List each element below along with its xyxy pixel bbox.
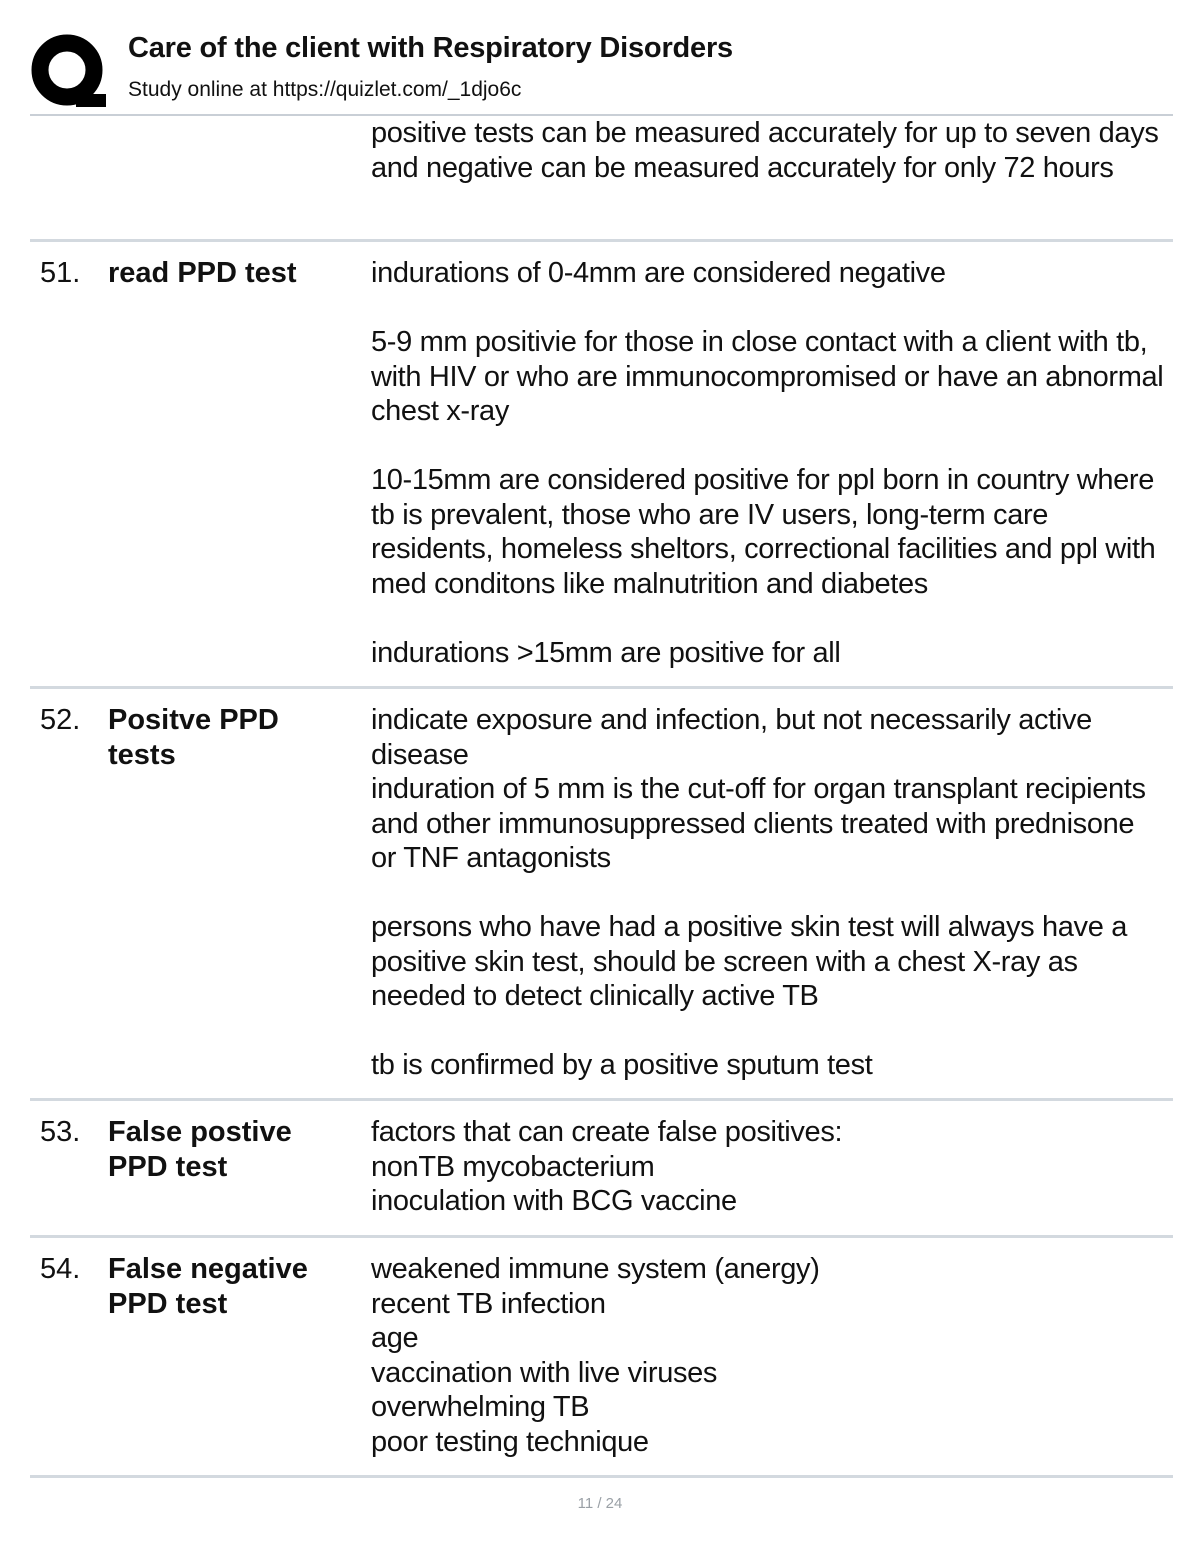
card-term: False postive PPD test: [108, 1116, 292, 1183]
card-definition: positive tests can be measured accurately for up to seven days and negative can be measured accurately for only 72 hours: [371, 117, 1159, 184]
card-number: 53.: [40, 1116, 81, 1148]
card-definition: indicate exposure and infection, but not necessarily active disease induration of 5 mm is the cut-off for organ transplant recipients and other immunosuppressed clients treated with prednisone or TNF antagonists persons who have had a positive skin test will always have a positive skin test, should be screen with a chest X-ray as needed to detect clinically active TB tb is confirmed by a positive sputum test: [371, 704, 1146, 1081]
flashcard-row: [30, 689, 1173, 1101]
card-definition: factors that can create false positives: nonTB mycobacterium inoculation with BCG vaccine: [371, 1116, 843, 1217]
card-term: Positve PPD tests: [108, 704, 279, 771]
card-term: read PPD test: [108, 257, 297, 289]
flashcard-row: [30, 1238, 1173, 1478]
quizlet-q-logo-icon: [30, 32, 108, 110]
card-number: 52.: [40, 704, 81, 736]
flashcard-list: [30, 114, 1173, 1478]
card-term: False negative PPD test: [108, 1253, 308, 1320]
flashcard-row: [30, 1101, 1173, 1238]
flashcard-row: [30, 242, 1173, 689]
page-number: 11 / 24: [577, 1495, 623, 1512]
page-title: Care of the client with Respiratory Disorders: [128, 32, 733, 64]
page-header: [30, 30, 1173, 116]
card-definition: weakened immune system (anergy) recent TB infection age vaccination with live viruses overwhelming TB poor testing technique: [371, 1253, 820, 1458]
card-definition: indurations of 0-4mm are considered negative 5-9 mm positivie for those in close contact with a client with tb, with HIV or who are immunocompromised or have an abnormal chest x-ray 10-15mm are considered positive for ppl born in country where tb is prevalent, those who are IV users, long-term care residents, homeless sheltors, correctional facilities and ppl with med conditons like malnutrition and diabetes indurations >15mm are positive for all: [371, 257, 1164, 669]
card-number: 54.: [40, 1253, 81, 1285]
card-number: 51.: [40, 257, 81, 289]
study-online-link[interactable]: Study online at https://quizlet.com/_1djo6c: [128, 78, 522, 101]
flashcard-continuation: [30, 114, 1173, 242]
